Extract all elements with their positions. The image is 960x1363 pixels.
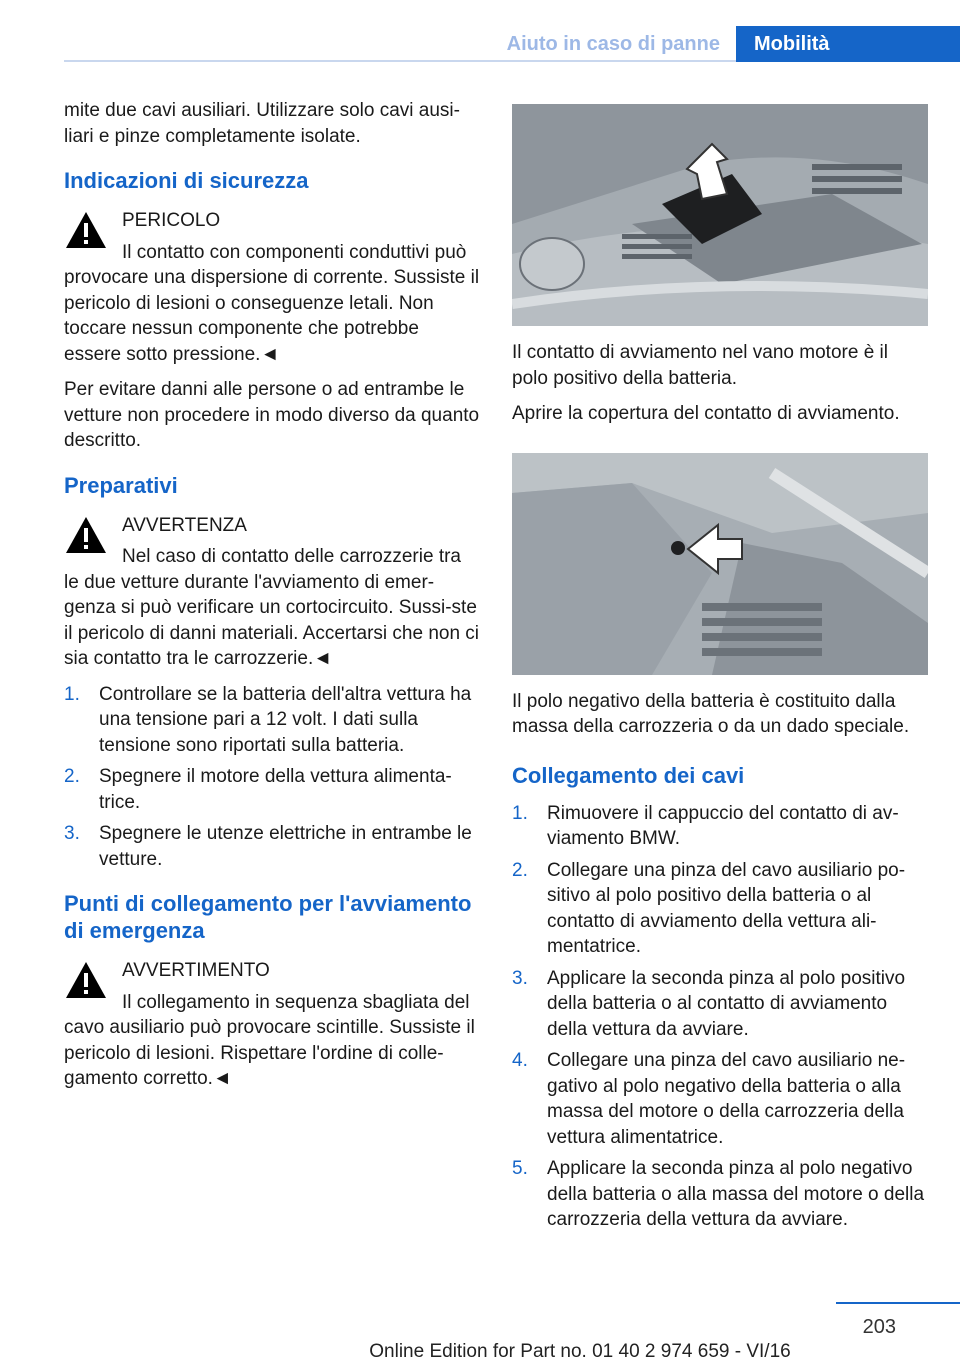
list-item: [64, 821, 480, 872]
step-number: 2.: [64, 766, 80, 787]
warning-title: AVVERTIMENTO: [122, 960, 270, 981]
step-text: Rimuovere il cappuccio del contatto di av-viamento BMW.: [547, 802, 899, 849]
intro-paragraph: mite due cavi ausiliari. Utilizzare solo cavi ausi-liari e pinze completamente isolate.: [64, 100, 460, 147]
footer-rule: [836, 1302, 960, 1304]
step-number: 5.: [512, 1158, 528, 1179]
step-text: Collegare una pinza del cavo ausiliario ne-gativo al polo negativo della batteria o alla massa del motore o della carrozzeria della vettura alimentatrice.: [547, 1050, 906, 1148]
warning-triangle-icon: [64, 515, 108, 555]
warning-caution: [64, 511, 480, 672]
engine-bay-illustration: [512, 104, 928, 326]
heading-preparation: Preparativi: [64, 472, 178, 498]
photo-caption: Il contatto di avviamento nel vano motore è il polo positivo della batteria.: [512, 342, 888, 389]
preparation-steps: [64, 682, 480, 873]
paragraph: Per evitare danni alle persone o ad entrambe le vetture non procedere in modo diverso da quanto descritto.: [64, 379, 480, 451]
step-number: 2.: [512, 859, 528, 881]
page-number: 203: [862, 1316, 896, 1338]
engine-bay-photo-positive: [512, 104, 928, 326]
cable-connection-steps: [512, 801, 928, 1233]
heading-cable-connection: Collegamento dei cavi: [512, 762, 745, 788]
list-item: [512, 858, 928, 960]
list-item: [64, 682, 480, 759]
step-text: Controllare se la batteria dell'altra vettura ha una tensione pari a 12 volt. I dati sulla tensione sono riportati sulla batteria.: [99, 683, 472, 756]
header-chapter-tab[interactable]: Mobilità: [736, 26, 960, 62]
warning-alert: [64, 956, 480, 1092]
step-text: Applicare la seconda pinza al polo negativo della batteria o alla massa del motore o della carrozzeria della vettura da avviare.: [547, 1158, 925, 1230]
warning-triangle-icon: [64, 960, 108, 1000]
engine-bay-photo-negative: [512, 453, 928, 675]
list-item: [512, 1048, 928, 1150]
step-number: 1.: [512, 802, 528, 824]
header-section-tab[interactable]: Aiuto in caso di panne: [506, 33, 720, 55]
list-item: [512, 1156, 928, 1233]
heading-connection-points: Punti di collegamento per l'avviamento di emergenza: [64, 891, 472, 943]
step-number: 3.: [512, 967, 528, 989]
warning-triangle-icon: [64, 210, 108, 250]
list-item: [512, 966, 928, 1043]
step-number: 3.: [64, 823, 80, 844]
step-number: 1.: [64, 683, 80, 705]
left-column: [64, 98, 480, 1102]
ground-point-illustration: [512, 453, 928, 675]
photo-caption: Il polo negativo della batteria è costituito dalla massa della carrozzeria o da un dado speciale.: [512, 690, 910, 737]
list-item: [512, 801, 928, 852]
warning-title: PERICOLO: [122, 210, 221, 231]
list-item: [64, 764, 480, 815]
heading-safety: Indicazioni di sicurezza: [64, 168, 309, 193]
warning-body: Il contatto con componenti conduttivi può provocare una dispersione di corrente. Sussiste il pericolo di lesioni o conseguenze letali. Non toccare nessun componente che potrebbe essere sotto pressione.◄: [64, 241, 480, 365]
step-number: 4.: [512, 1050, 528, 1071]
warning-body: Il collegamento in sequenza sbagliata del cavo ausiliario può provocare scintille. Sussiste il pericolo di lesioni. Rispettare l'ordine di colle-gamento corretto.◄: [64, 991, 475, 1089]
right-column: [512, 104, 928, 1243]
step-text: Collegare una pinza del cavo ausiliario po-sitivo al polo positivo della batteria o al contatto di avviamento della vettura ali-mentatrice.: [547, 859, 906, 957]
warning-danger: [64, 206, 480, 367]
step-text: Applicare la seconda pinza al polo positivo della batteria o al contatto di avviamento della vettura da avviare.: [547, 967, 906, 1040]
warning-body: Nel caso di contatto delle carrozzerie tra le due vetture durante l'avviamento di emer-genza si può verificare un cortocircuito. Sussi-ste il pericolo di danni materiali. Accertarsi che non ci sia contatto tra le carrozzerie.◄: [64, 546, 480, 669]
step-text: Spegnere le utenze elettriche in entrambe le vetture.: [99, 823, 472, 870]
footer-edition: Online Edition for Part no. 01 40 2 974 659 - VI/16: [369, 1341, 791, 1362]
step-text: Spegnere il motore della vettura alimenta-trice.: [99, 766, 452, 813]
photo-caption: Aprire la copertura del contatto di avviamento.: [512, 403, 900, 424]
warning-title: AVVERTENZA: [122, 514, 247, 536]
